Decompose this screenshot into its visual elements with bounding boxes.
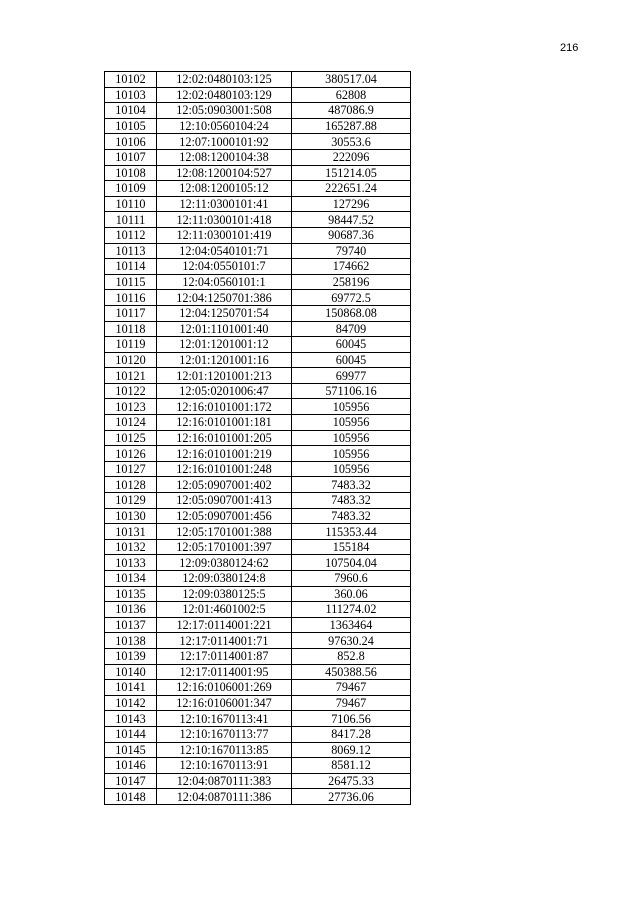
cadastral-number-cell: 12:08:1200105:12 [157,181,292,197]
table-row [105,72,411,88]
cadastral-number-cell: 12:10:0560104:24 [157,118,292,134]
table-row [105,134,411,150]
row-number-cell: 10148 [105,789,157,805]
table-row [105,446,411,462]
row-number-cell: 10140 [105,664,157,680]
row-number-cell: 10106 [105,134,157,150]
cadastral-number-cell: 12:17:0114001:71 [157,633,292,649]
row-number-cell: 10127 [105,461,157,477]
value-cell: 62808 [292,87,411,103]
cadastral-number-cell: 12:11:0300101:418 [157,212,292,228]
value-cell: 69772.5 [292,290,411,306]
cadastral-number-cell: 12:01:4601002:5 [157,602,292,618]
row-number-cell: 10121 [105,368,157,384]
value-cell: 155184 [292,539,411,555]
value-cell: 79740 [292,243,411,259]
value-cell: 258196 [292,274,411,290]
cadastral-number-cell: 12:04:0550101:7 [157,259,292,275]
cadastral-number-cell: 12:17:0114001:87 [157,648,292,664]
value-cell: 7483.32 [292,508,411,524]
value-cell: 84709 [292,321,411,337]
row-number-cell: 10137 [105,617,157,633]
cadastral-number-cell: 12:01:1101001:40 [157,321,292,337]
value-cell: 27736.06 [292,789,411,805]
value-cell: 8069.12 [292,742,411,758]
cadastral-number-cell: 12:04:0540101:71 [157,243,292,259]
row-number-cell: 10116 [105,290,157,306]
table-row [105,758,411,774]
row-number-cell: 10112 [105,227,157,243]
value-cell: 111274.02 [292,602,411,618]
cadastral-number-cell: 12:07:1000101:92 [157,134,292,150]
value-cell: 105956 [292,446,411,462]
table-row [105,633,411,649]
value-cell: 107504.04 [292,555,411,571]
table-row [105,602,411,618]
table-row [105,290,411,306]
cadastral-number-cell: 12:08:1200104:38 [157,149,292,165]
table-row [105,695,411,711]
value-cell: 60045 [292,352,411,368]
value-cell: 105956 [292,415,411,431]
table-row [105,493,411,509]
row-number-cell: 10147 [105,773,157,789]
table-row [105,648,411,664]
row-number-cell: 10143 [105,711,157,727]
cadastral-number-cell: 12:17:0114001:95 [157,664,292,680]
value-cell: 7483.32 [292,493,411,509]
row-number-cell: 10107 [105,149,157,165]
value-cell: 60045 [292,337,411,353]
cadastral-number-cell: 12:16:0106001:347 [157,695,292,711]
cadastral-number-cell: 12:16:0101001:219 [157,446,292,462]
table-row [105,415,411,431]
table-row [105,352,411,368]
cadastral-number-cell: 12:04:1250701:54 [157,305,292,321]
table-row [105,274,411,290]
row-number-cell: 10126 [105,446,157,462]
table-row [105,227,411,243]
row-number-cell: 10132 [105,539,157,555]
page-number: 216 [560,42,579,54]
cadastral-number-cell: 12:16:0101001:181 [157,415,292,431]
row-number-cell: 10120 [105,352,157,368]
table-body [105,72,411,805]
row-number-cell: 10129 [105,493,157,509]
row-number-cell: 10142 [105,695,157,711]
value-cell: 69977 [292,368,411,384]
table-row [105,680,411,696]
value-cell: 8581.12 [292,758,411,774]
cadastral-number-cell: 12:16:0106001:269 [157,680,292,696]
table-row [105,430,411,446]
table-row [105,617,411,633]
value-cell: 852.8 [292,648,411,664]
value-cell: 90687.36 [292,227,411,243]
table-row [105,711,411,727]
value-cell: 98447.52 [292,212,411,228]
value-cell: 1363464 [292,617,411,633]
cadastral-number-cell: 12:17:0114001:221 [157,617,292,633]
row-number-cell: 10103 [105,87,157,103]
table-row [105,321,411,337]
table-row [105,181,411,197]
value-cell: 174662 [292,259,411,275]
value-cell: 165287.88 [292,118,411,134]
row-number-cell: 10122 [105,383,157,399]
cadastral-number-cell: 12:02:0480103:129 [157,87,292,103]
row-number-cell: 10136 [105,602,157,618]
row-number-cell: 10125 [105,430,157,446]
cadastral-number-cell: 12:05:0903001:508 [157,103,292,119]
row-number-cell: 10131 [105,524,157,540]
cadastral-number-cell: 12:01:1201001:12 [157,337,292,353]
table-row [105,742,411,758]
row-number-cell: 10117 [105,305,157,321]
value-cell: 105956 [292,461,411,477]
table-row [105,368,411,384]
value-cell: 487086.9 [292,103,411,119]
row-number-cell: 10110 [105,196,157,212]
table-row [105,103,411,119]
cadastral-number-cell: 12:10:1670113:85 [157,742,292,758]
table-row [105,477,411,493]
table-row [105,539,411,555]
value-cell: 7960.6 [292,571,411,587]
table-row [105,461,411,477]
table-row [105,149,411,165]
table-row [105,165,411,181]
row-number-cell: 10144 [105,726,157,742]
table-row [105,726,411,742]
table-row [105,524,411,540]
row-number-cell: 10114 [105,259,157,275]
table-row [105,212,411,228]
cadastral-number-cell: 12:16:0101001:205 [157,430,292,446]
value-cell: 8417.28 [292,726,411,742]
cadastral-number-cell: 12:05:1701001:388 [157,524,292,540]
value-cell: 151214.05 [292,165,411,181]
table-row [105,196,411,212]
cadastral-number-cell: 12:04:0870111:383 [157,773,292,789]
row-number-cell: 10138 [105,633,157,649]
row-number-cell: 10128 [105,477,157,493]
table-row [105,118,411,134]
value-cell: 97630.24 [292,633,411,649]
cadastral-number-cell: 12:11:0300101:419 [157,227,292,243]
cadastral-number-cell: 12:01:1201001:16 [157,352,292,368]
cadastral-number-cell: 12:05:1701001:397 [157,539,292,555]
row-number-cell: 10146 [105,758,157,774]
cadastral-number-cell: 12:09:0380124:8 [157,571,292,587]
cadastral-number-cell: 12:09:0380124:62 [157,555,292,571]
value-cell: 7106.56 [292,711,411,727]
row-number-cell: 10134 [105,571,157,587]
value-cell: 105956 [292,430,411,446]
cadastral-number-cell: 12:04:1250701:386 [157,290,292,306]
row-number-cell: 10119 [105,337,157,353]
cadastral-number-cell: 12:04:0560101:1 [157,274,292,290]
table-row [105,664,411,680]
table-row [105,571,411,587]
cadastral-number-cell: 12:10:1670113:91 [157,758,292,774]
value-cell: 222096 [292,149,411,165]
value-cell: 105956 [292,399,411,415]
table-row [105,383,411,399]
row-number-cell: 10109 [105,181,157,197]
cadastral-number-cell: 12:11:0300101:41 [157,196,292,212]
table-row [105,399,411,415]
row-number-cell: 10105 [105,118,157,134]
value-cell: 222651.24 [292,181,411,197]
cadastral-number-cell: 12:05:0907001:413 [157,493,292,509]
row-number-cell: 10141 [105,680,157,696]
value-cell: 115353.44 [292,524,411,540]
data-table [104,71,411,805]
cadastral-number-cell: 12:01:1201001:213 [157,368,292,384]
value-cell: 127296 [292,196,411,212]
value-cell: 79467 [292,695,411,711]
row-number-cell: 10135 [105,586,157,602]
row-number-cell: 10113 [105,243,157,259]
row-number-cell: 10102 [105,72,157,88]
value-cell: 79467 [292,680,411,696]
row-number-cell: 10118 [105,321,157,337]
row-number-cell: 10123 [105,399,157,415]
table-row [105,586,411,602]
table-row [105,243,411,259]
row-number-cell: 10115 [105,274,157,290]
table-row [105,337,411,353]
table-row [105,305,411,321]
cadastral-number-cell: 12:02:0480103:125 [157,72,292,88]
value-cell: 360.06 [292,586,411,602]
cadastral-number-cell: 12:04:0870111:386 [157,789,292,805]
cadastral-number-cell: 12:09:0380125:5 [157,586,292,602]
cadastral-number-cell: 12:08:1200104:527 [157,165,292,181]
table-row [105,555,411,571]
value-cell: 26475.33 [292,773,411,789]
cadastral-number-cell: 12:16:0101001:172 [157,399,292,415]
cadastral-number-cell: 12:10:1670113:41 [157,711,292,727]
cadastral-number-cell: 12:16:0101001:248 [157,461,292,477]
table-row [105,773,411,789]
cadastral-number-cell: 12:05:0201006:47 [157,383,292,399]
value-cell: 30553.6 [292,134,411,150]
value-cell: 380517.04 [292,72,411,88]
row-number-cell: 10111 [105,212,157,228]
table-row [105,87,411,103]
table-row [105,789,411,805]
table-row [105,508,411,524]
row-number-cell: 10104 [105,103,157,119]
row-number-cell: 10124 [105,415,157,431]
value-cell: 150868.08 [292,305,411,321]
value-cell: 571106.16 [292,383,411,399]
row-number-cell: 10130 [105,508,157,524]
value-cell: 7483.32 [292,477,411,493]
row-number-cell: 10139 [105,648,157,664]
value-cell: 450388.56 [292,664,411,680]
row-number-cell: 10133 [105,555,157,571]
row-number-cell: 10108 [105,165,157,181]
cadastral-number-cell: 12:10:1670113:77 [157,726,292,742]
cadastral-number-cell: 12:05:0907001:402 [157,477,292,493]
cadastral-number-cell: 12:05:0907001:456 [157,508,292,524]
table-row [105,259,411,275]
row-number-cell: 10145 [105,742,157,758]
